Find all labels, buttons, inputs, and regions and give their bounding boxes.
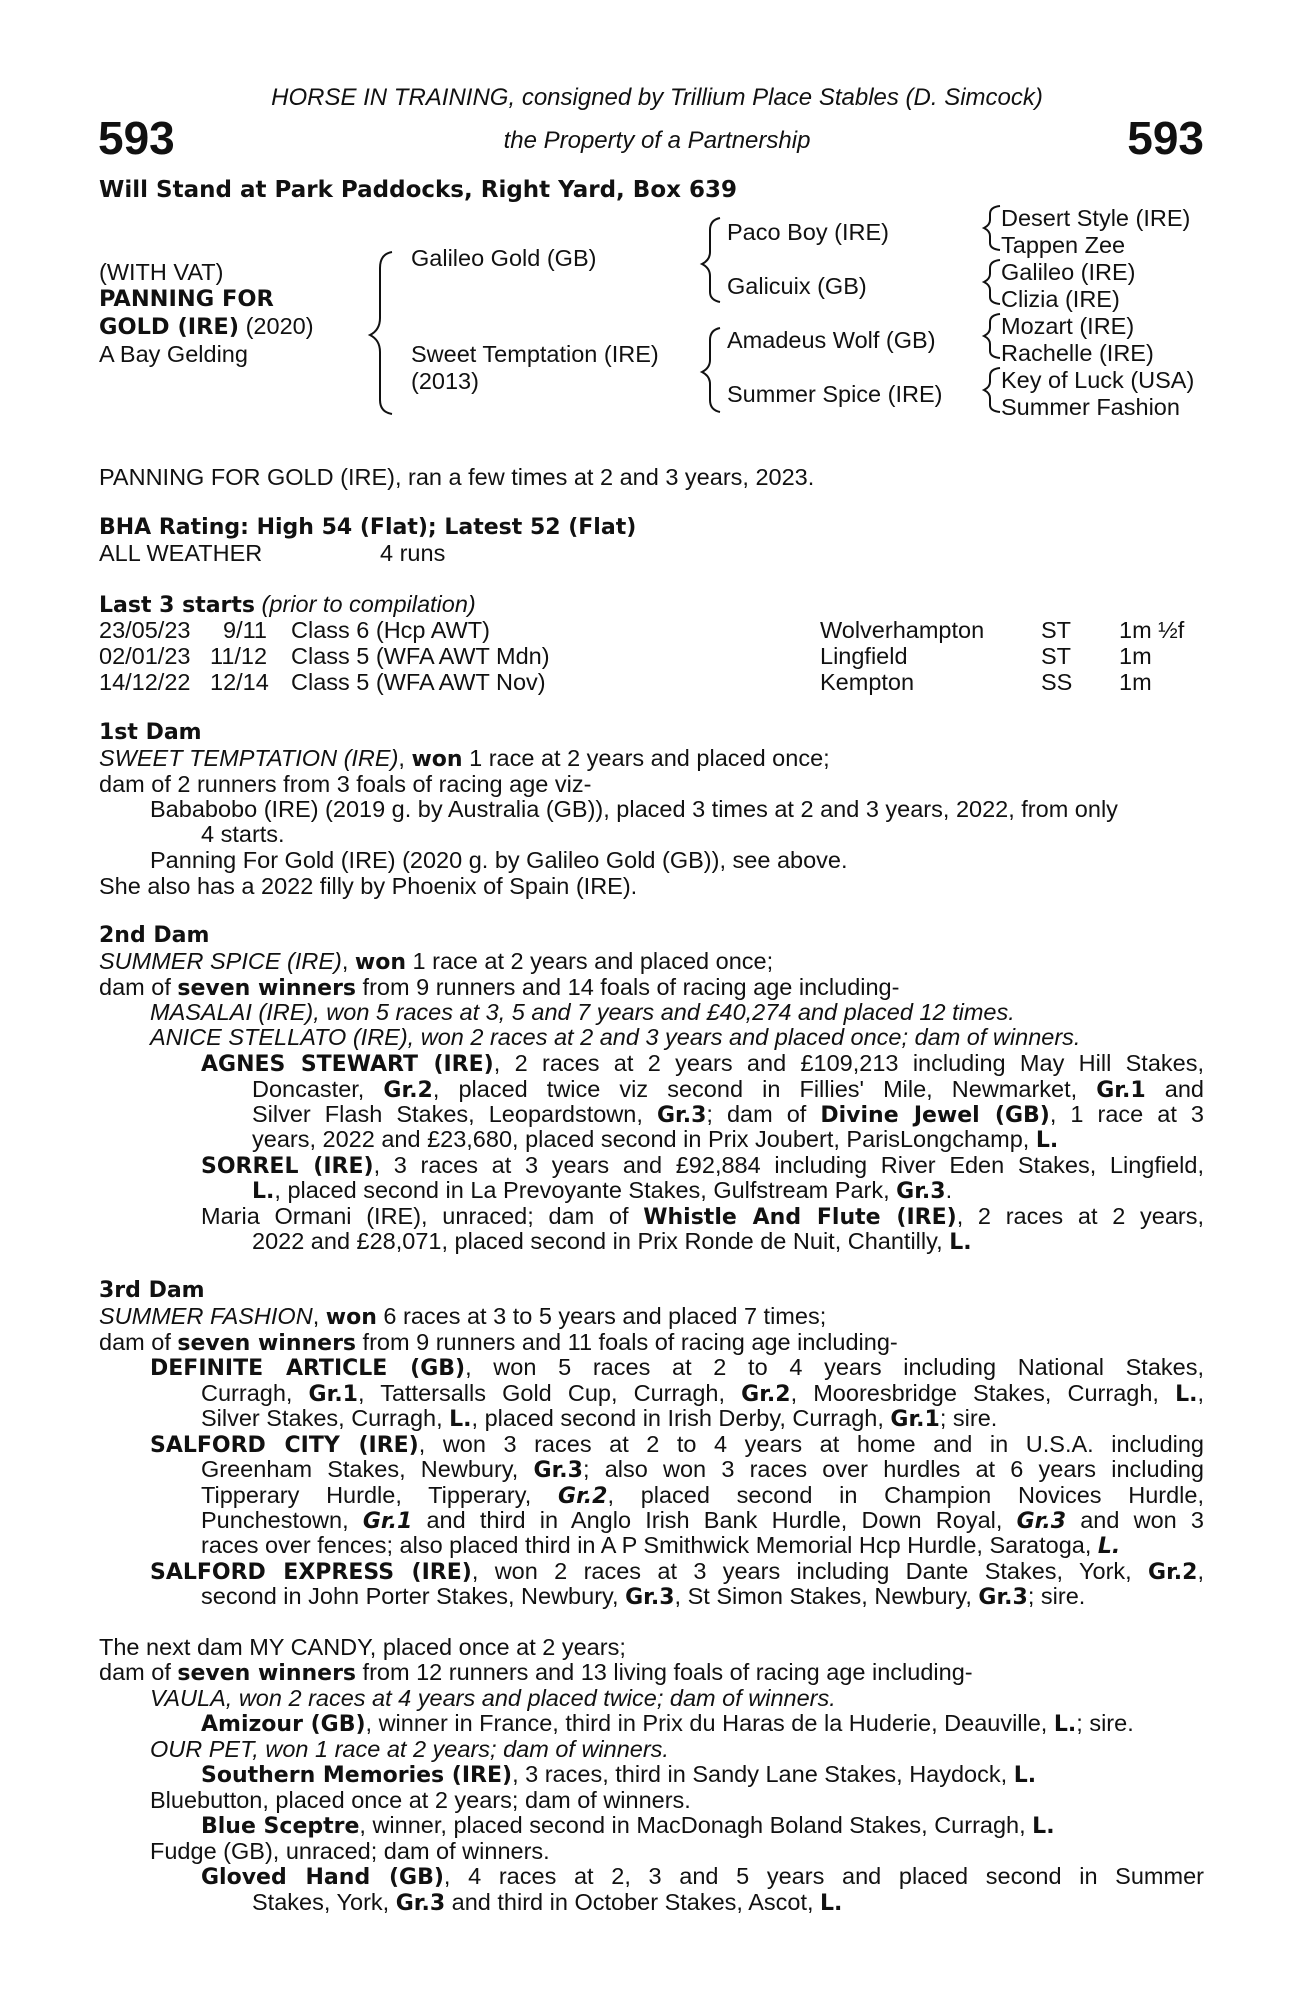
horse-name-line1: PANNING FOR: [99, 286, 274, 312]
next-dam-line1: The next dam MY CANDY, placed once at 2 years;: [99, 1634, 626, 1660]
foaled-year: (2020): [239, 313, 314, 339]
text: ; dam of: [706, 1101, 821, 1127]
text: , won 2 races at 3 years including Dante Stakes, York,: [471, 1558, 1149, 1584]
runner-name: Amizour (GB): [201, 1712, 366, 1737]
brace-dam: [702, 328, 720, 412]
text: , placed second in Champion Novices Hurdle,: [607, 1482, 1204, 1508]
text: ,: [1197, 1380, 1204, 1406]
first-dam-line3: Bababobo (IRE) (2019 g. by Australia (GB)), placed 3 times at 2 and 3 years, 2022, from only: [150, 796, 1118, 822]
bha-rating: BHA Rating: High 54 (Flat); Latest 52 (Flat): [99, 515, 637, 540]
second-dam-line2: [99, 975, 1204, 1002]
racing-summary: PANNING FOR GOLD (IRE), ran a few times at 2 and 3 years, 2023.: [99, 464, 815, 490]
dam-name: SUMMER FASHION: [99, 1303, 313, 1329]
surface: ALL WEATHER: [99, 540, 263, 566]
ancestor-6: Rachelle (IRE): [1001, 340, 1154, 366]
start-course: Lingfield: [820, 643, 908, 669]
runner-name: Southern Memories (IRE): [201, 1763, 513, 1788]
text: and third in October Stakes, Ascot,: [445, 1889, 821, 1915]
dam-year: (2013): [411, 368, 479, 394]
text: Doncaster,: [252, 1076, 384, 1102]
next-dam-line6: [201, 1762, 1204, 1789]
runner-name: SALFORD EXPRESS (IRE): [150, 1560, 472, 1585]
second-dam-line3: MASALAI (IRE), won 5 races at 3, 5 and 7 years and £40,274 and placed 12 times.: [150, 999, 1015, 1025]
ancestor-4: Clizia (IRE): [1001, 286, 1120, 312]
third-dam-heading: 3rd Dam: [99, 1278, 205, 1303]
text: dam of: [99, 974, 178, 1000]
consignment-line: HORSE IN TRAINING, consigned by Trillium Place Stables (D. Simcock): [271, 84, 1043, 111]
start-date: 14/12/22: [99, 669, 191, 695]
grade: L.: [1035, 1128, 1059, 1153]
dam-dam: Summer Spice (IRE): [727, 381, 943, 407]
grade: L.: [252, 1179, 275, 1204]
text: from 12 runners and 13 living foals of racing age including-: [356, 1659, 973, 1685]
grade: Gr.1: [1096, 1078, 1146, 1103]
grade: Gr.3: [625, 1585, 675, 1610]
grade: Gr.3: [533, 1458, 583, 1483]
text: dam of: [99, 1659, 178, 1685]
text: Silver Flash Stakes, Leopardstown,: [252, 1101, 657, 1127]
runner-name: Whistle And Flute (IRE): [643, 1205, 957, 1230]
brace-g1: [984, 206, 1000, 250]
sire-dam: Galicuix (GB): [727, 273, 867, 299]
lot-number-right: 593: [1127, 112, 1204, 164]
next-dam-line10: [201, 1864, 1204, 1891]
last-starts-heading: [99, 592, 1204, 619]
third-dam-line9: [201, 1508, 1204, 1535]
text: , Tattersalls Gold Cup, Curragh,: [357, 1380, 742, 1406]
stand-location: Will Stand at Park Paddocks, Right Yard, Box 639: [99, 177, 737, 203]
third-dam-line2: [99, 1330, 1204, 1357]
grade: Gr.3: [978, 1585, 1028, 1610]
won-label: won: [411, 747, 463, 772]
text: , 2 races at 2 years,: [956, 1203, 1204, 1229]
text: ,: [1197, 1558, 1204, 1584]
second-dam-line11: [201, 1204, 1204, 1231]
runner-name: DEFINITE ARTICLE (GB): [150, 1356, 466, 1381]
ancestor-7: Key of Luck (USA): [1001, 367, 1195, 393]
text: , 4 races at 2, 3 and 5 years and placed second in Summer: [443, 1863, 1204, 1889]
sep: ,: [312, 1303, 326, 1329]
grade: Gr.3: [896, 1179, 946, 1204]
grade: Gr.3: [1016, 1509, 1067, 1534]
text: ; sire.: [1076, 1710, 1134, 1736]
runner-name: SALFORD CITY (IRE): [150, 1433, 419, 1458]
grade: Gr.1: [362, 1509, 413, 1534]
table-row: [99, 618, 1204, 644]
grade: Gr.3: [395, 1891, 446, 1916]
grade: L.: [949, 1230, 972, 1255]
third-dam-line11: [150, 1559, 1204, 1586]
text: from 9 runners and 14 foals of racing age including-: [356, 974, 900, 1000]
text: Punchestown,: [201, 1507, 363, 1533]
text: , placed twice viz second in Fillies' Mile, Newmarket,: [432, 1076, 1097, 1102]
first-dam-heading: 1st Dam: [99, 720, 202, 745]
dam: Sweet Temptation (IRE): [411, 341, 659, 367]
text: Maria Ormani (IRE), unraced; dam of: [201, 1203, 644, 1229]
won-label: won: [325, 1305, 377, 1330]
second-dam-line7: [252, 1102, 1204, 1129]
horse-description: A Bay Gelding: [99, 341, 248, 367]
second-dam-line8: [252, 1127, 1204, 1154]
start-course: Wolverhampton: [820, 617, 985, 643]
text: and: [1145, 1076, 1204, 1102]
text: ; sire.: [939, 1405, 998, 1431]
text: Silver Stakes, Curragh,: [201, 1405, 450, 1431]
text: , placed second in Irish Derby, Curragh,: [471, 1405, 891, 1431]
last-starts-title: Last 3 starts: [99, 593, 256, 618]
start-going: ST: [1041, 643, 1072, 669]
start-date: 02/01/23: [99, 643, 191, 669]
dam-name: SWEET TEMPTATION (IRE): [99, 745, 399, 771]
grade: L.: [449, 1407, 472, 1432]
sire: Galileo Gold (GB): [411, 245, 597, 271]
start-pos: 11/12: [210, 643, 268, 669]
runner-name: Blue Sceptre: [201, 1814, 360, 1839]
next-dam-line2: [99, 1660, 1204, 1687]
second-dam-line4: ANICE STELLATO (IRE), won 2 races at 2 and 3 years and placed once; dam of winners.: [150, 1024, 1081, 1050]
sep: ,: [398, 745, 412, 771]
second-dam-line10: [252, 1178, 1204, 1205]
text: , 3 races at 3 years and £92,884 including River Eden Stakes, Lingfield,: [373, 1152, 1205, 1178]
brace-g3: [984, 314, 1000, 358]
start-class: Class 6 (Hcp AWT): [291, 617, 490, 643]
start-class: Class 5 (WFA AWT Mdn): [291, 643, 550, 669]
grade: L.: [820, 1891, 843, 1916]
ancestor-5: Mozart (IRE): [1001, 313, 1135, 339]
grade: Gr.2: [1148, 1560, 1198, 1585]
brace-main: [370, 252, 392, 414]
grade: Gr.1: [308, 1382, 358, 1407]
last-starts-note: (prior to compilation): [255, 591, 476, 617]
lot-number-left: 593: [98, 112, 175, 164]
first-dam-line4: 4 starts.: [201, 821, 285, 847]
first-dam-line6: She also has a 2022 filly by Phoenix of Spain (IRE).: [99, 873, 638, 899]
table-row: [99, 670, 1204, 696]
dam-name: SUMMER SPICE (IRE): [99, 948, 342, 974]
runner-name: SORREL (IRE): [201, 1154, 374, 1179]
next-dam-line5: OUR PET, won 1 race at 2 years; dam of winners.: [150, 1736, 669, 1762]
brace-g4: [984, 368, 1000, 412]
runner-name: Gloved Hand (GB): [201, 1865, 444, 1890]
winners-count: seven winners: [177, 1331, 357, 1356]
first-dam-line1: [99, 746, 1204, 773]
start-course: Kempton: [820, 669, 915, 695]
text: Curragh,: [201, 1380, 309, 1406]
ancestor-1: Desert Style (IRE): [1001, 205, 1191, 231]
third-dam-line6: [150, 1432, 1204, 1459]
grade: Gr.3: [656, 1103, 707, 1128]
third-dam-line8: [201, 1483, 1204, 1510]
table-row: [99, 644, 1204, 670]
second-dam-line9: [201, 1153, 1204, 1180]
text: Tipperary Hurdle, Tipperary,: [201, 1482, 559, 1508]
sep: ,: [341, 948, 355, 974]
text: , placed second in La Prevoyante Stakes, Gulfstream Park,: [274, 1177, 897, 1203]
next-dam-line8: [201, 1813, 1204, 1840]
second-dam-line5: [201, 1051, 1204, 1078]
third-dam-line10: [201, 1533, 1204, 1560]
start-going: ST: [1041, 617, 1072, 643]
start-going: SS: [1041, 669, 1073, 695]
text: ; also won 3 races over hurdles at 6 years including: [582, 1456, 1204, 1482]
first-dam-line2: dam of 2 runners from 3 foals of racing age viz-: [99, 771, 592, 797]
surface-runs: 4 runs: [380, 540, 446, 566]
text: ; sire.: [1027, 1583, 1086, 1609]
second-dam-line1: [99, 949, 1204, 976]
start-date: 23/05/23: [99, 617, 191, 643]
text: , winner in France, third in Prix du Haras de la Huderie, Deauville,: [365, 1710, 1054, 1736]
start-pos: 9/11: [223, 617, 267, 643]
runner-name: Divine Jewel (GB): [820, 1103, 1050, 1128]
text: Stakes, York,: [252, 1889, 396, 1915]
grade: L.: [1032, 1814, 1055, 1839]
horse-name: GOLD (IRE): [99, 314, 240, 340]
start-distance: 1m ½f: [1119, 617, 1185, 643]
text: , won 5 races at 2 to 4 years including National Stakes,: [465, 1354, 1204, 1380]
next-dam-line4: [201, 1711, 1204, 1738]
third-dam-line4: [201, 1381, 1204, 1408]
grade: L.: [1097, 1534, 1121, 1559]
text: dam of: [99, 1329, 178, 1355]
third-dam-line12: [201, 1584, 1204, 1611]
won-label: won: [354, 950, 407, 975]
text: from 9 runners and 11 foals of racing age including-: [356, 1329, 898, 1355]
text: 1 race at 2 years and placed once;: [462, 745, 830, 771]
sire-sire: Paco Boy (IRE): [727, 219, 889, 245]
grade: Gr.2: [558, 1484, 608, 1509]
grade: Gr.2: [383, 1078, 433, 1103]
start-distance: 1m: [1119, 669, 1152, 695]
start-class: Class 5 (WFA AWT Nov): [291, 669, 546, 695]
text: races over fences; also placed third in A P Smithwick Memorial Hcp Hurdle, Saratoga,: [201, 1532, 1098, 1558]
winners-count: seven winners: [177, 1661, 357, 1686]
text: , 2 races at 2 years and £109,213 including May Hill Stakes,: [493, 1050, 1204, 1076]
second-dam-heading: 2nd Dam: [99, 923, 210, 948]
text: and won 3: [1066, 1507, 1204, 1533]
ancestor-3: Galileo (IRE): [1001, 259, 1136, 285]
third-dam-line3: [150, 1355, 1204, 1382]
second-dam-line12: [252, 1229, 1204, 1256]
third-dam-line7: [201, 1457, 1204, 1484]
text: 6 races at 3 to 5 years and placed 7 times;: [376, 1303, 827, 1329]
grade: Gr.1: [890, 1407, 940, 1432]
winners-count: seven winners: [177, 976, 357, 1001]
runner-name: AGNES STEWART (IRE): [201, 1052, 494, 1077]
text: , won 3 races at 2 to 4 years at home and in U.S.A. including: [418, 1431, 1204, 1457]
text: and third in Anglo Irish Bank Hurdle, Down Royal,: [412, 1507, 1017, 1533]
text: , Mooresbridge Stakes, Curragh,: [790, 1380, 1176, 1406]
brace-sire: [702, 218, 720, 302]
text: , 3 races, third in Sandy Lane Stakes, Haydock,: [512, 1761, 1014, 1787]
vat-label: (WITH VAT): [99, 259, 224, 285]
surface-line: [99, 541, 1204, 567]
text: 2022 and £28,071, placed second in Prix Ronde de Nuit, Chantilly,: [252, 1228, 950, 1254]
text: , St Simon Stakes, Newbury,: [674, 1583, 979, 1609]
third-dam-line1: [99, 1304, 1204, 1331]
dam-sire: Amadeus Wolf (GB): [727, 327, 936, 353]
property-line: the Property of a Partnership: [503, 127, 811, 154]
next-dam-line11: [252, 1890, 1204, 1917]
ancestor-2: Tappen Zee: [1001, 232, 1126, 258]
text: Greenham Stakes, Newbury,: [201, 1456, 534, 1482]
ancestor-8: Summer Fashion: [1001, 394, 1180, 420]
next-dam-line9: Fudge (GB), unraced; dam of winners.: [150, 1838, 550, 1864]
grade: L.: [1013, 1763, 1037, 1788]
next-dam-line3: VAULA, won 2 races at 4 years and placed twice; dam of winners.: [150, 1685, 836, 1711]
text: , winner, placed second in MacDonagh Boland Stakes, Curragh,: [359, 1812, 1033, 1838]
text: years, 2022 and £23,680, placed second in Prix Joubert, ParisLongchamp,: [252, 1126, 1036, 1152]
text: second in John Porter Stakes, Newbury,: [201, 1583, 626, 1609]
first-dam-line5: Panning For Gold (IRE) (2020 g. by Galileo Gold (GB)), see above.: [150, 847, 848, 873]
second-dam-line6: [252, 1077, 1204, 1104]
next-dam-line7: Bluebutton, placed once at 2 years; dam of winners.: [150, 1787, 691, 1813]
text: .: [945, 1177, 953, 1203]
text: 1 race at 2 years and placed once;: [406, 948, 774, 974]
text: , 1 race at 3: [1049, 1101, 1204, 1127]
grade: Gr.2: [741, 1382, 791, 1407]
start-pos: 12/14: [210, 669, 269, 695]
grade: L.: [1175, 1382, 1198, 1407]
grade: L.: [1053, 1712, 1077, 1737]
brace-g2: [984, 260, 1000, 304]
start-distance: 1m: [1119, 643, 1152, 669]
third-dam-line5: [201, 1406, 1204, 1433]
